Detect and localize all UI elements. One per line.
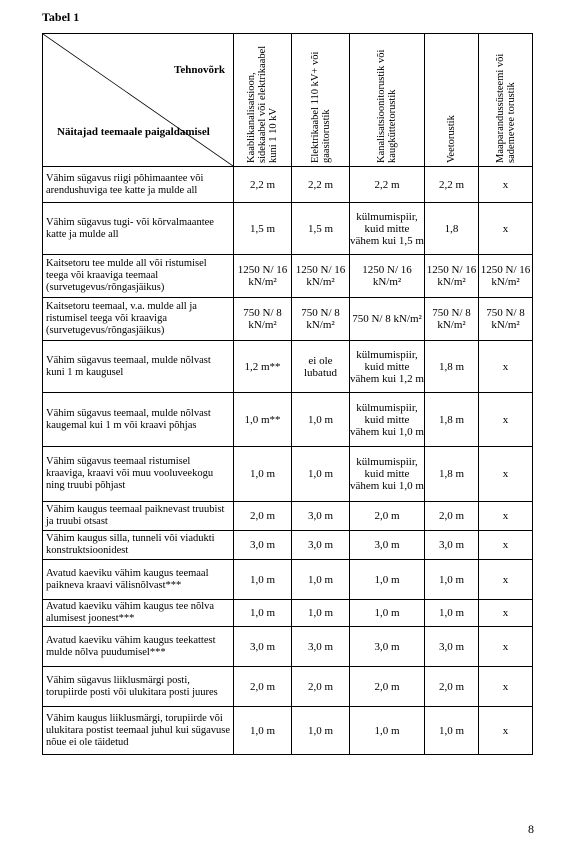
value-cell: 1,0 m <box>292 447 350 502</box>
value-cell: 1,0 m <box>425 560 479 600</box>
value-cell: 1,8 m <box>425 341 479 393</box>
value-cell: 3,0 m <box>350 627 425 667</box>
value-cell: x <box>479 341 533 393</box>
value-cell: 1,2 m** <box>234 341 292 393</box>
table-row <box>43 255 533 298</box>
value-cell: 2,0 m <box>425 667 479 707</box>
value-cell: x <box>479 502 533 531</box>
corner-header-cell <box>43 34 234 167</box>
value-cell: 1,0 m <box>292 560 350 600</box>
value-cell: 2,0 m <box>350 667 425 707</box>
column-header: Kanalisatsioonitorustik või kaugküttetorustik <box>350 34 425 167</box>
value-cell: külmumispiir, kuid mitte vähem kui 1,5 m <box>350 203 425 255</box>
table-row <box>43 627 533 667</box>
row-label: Avatud kaeviku vähim kaugus teekattest mulde nõlva puudumisel*** <box>43 627 234 667</box>
column-header: Elektrikaabel 110 kV+ või gaasitorustik <box>292 34 350 167</box>
page-number: 8 <box>528 822 534 836</box>
table-row <box>43 707 533 755</box>
table-row <box>43 167 533 203</box>
value-cell: 2,2 m <box>425 167 479 203</box>
value-cell: 1,8 m <box>425 447 479 502</box>
value-cell: 2,0 m <box>234 502 292 531</box>
value-cell: 2,2 m <box>234 167 292 203</box>
value-cell: 1,0 m <box>292 707 350 755</box>
table-row <box>43 341 533 393</box>
value-cell: 1,5 m <box>292 203 350 255</box>
row-label: Vähim kaugus silla, tunneli või viadukti konstruktsioonidest <box>43 531 234 560</box>
value-cell: 3,0 m <box>234 531 292 560</box>
table-row <box>43 298 533 341</box>
value-cell: 750 N/ 8 kN/m² <box>479 298 533 341</box>
value-cell: külmumispiir, kuid mitte vähem kui 1,0 m <box>350 393 425 447</box>
value-cell: 750 N/ 8 kN/m² <box>425 298 479 341</box>
table-row <box>43 447 533 502</box>
row-label: Kaitsetoru teemaal, v.a. mulde all ja ristumisel teega või kraaviga (survetugevus/rõngasjäikus) <box>43 298 234 341</box>
diagonal-line <box>43 34 233 166</box>
value-cell: 750 N/ 8 kN/m² <box>234 298 292 341</box>
column-header: Kaablikanalisatsioon, sidekaabel või elektrikaabel kuni 1 10 kV <box>234 34 292 167</box>
value-cell: x <box>479 447 533 502</box>
table-row <box>43 203 533 255</box>
value-cell: 3,0 m <box>292 531 350 560</box>
value-cell: x <box>479 707 533 755</box>
value-cell: 3,0 m <box>292 502 350 531</box>
value-cell: 1250 N/ 16 kN/m² <box>425 255 479 298</box>
table-row <box>43 393 533 447</box>
header-row <box>43 34 533 167</box>
value-cell: 1,0 m <box>234 447 292 502</box>
row-label: Avatud kaeviku vähim kaugus teemaal paikneva kraavi välisnõlvast*** <box>43 560 234 600</box>
value-cell: 1,0 m <box>234 560 292 600</box>
value-cell: x <box>479 627 533 667</box>
row-label: Vähim sügavus teemaal, mulde nõlvast kaugemal kui 1 m või kraavi põhjas <box>43 393 234 447</box>
value-cell: x <box>479 393 533 447</box>
value-cell: 1,0 m <box>234 600 292 627</box>
row-label: Vähim sügavus teemaal, mulde nõlvast kuni 1 m kaugusel <box>43 341 234 393</box>
value-cell: külmumispiir, kuid mitte vähem kui 1,0 m <box>350 447 425 502</box>
value-cell: 1250 N/ 16 kN/m² <box>292 255 350 298</box>
value-cell: 2,2 m <box>292 167 350 203</box>
table-row <box>43 531 533 560</box>
value-cell: 1,0 m <box>425 707 479 755</box>
value-cell: 750 N/ 8 kN/m² <box>292 298 350 341</box>
value-cell: x <box>479 560 533 600</box>
value-cell: 3,0 m <box>350 531 425 560</box>
row-label: Vähim kaugus teemaal paiknevast truubist ja truubi otsast <box>43 502 234 531</box>
value-cell: 2,0 m <box>234 667 292 707</box>
row-label: Vähim sügavus liiklusmärgi posti, torupiirde posti või ulukitara posti juures <box>43 667 234 707</box>
value-cell: x <box>479 203 533 255</box>
value-cell: 1,0 m <box>350 600 425 627</box>
value-cell: 2,2 m <box>350 167 425 203</box>
value-cell: 750 N/ 8 kN/m² <box>350 298 425 341</box>
value-cell: 2,0 m <box>292 667 350 707</box>
data-table <box>42 33 533 755</box>
value-cell: 1250 N/ 16 kN/m² <box>479 255 533 298</box>
table-row <box>43 560 533 600</box>
value-cell: 1,0 m <box>350 707 425 755</box>
value-cell: 1,8 <box>425 203 479 255</box>
value-cell: x <box>479 531 533 560</box>
value-cell: 1,0 m <box>292 393 350 447</box>
corner-bottom-label: Näitajad teemaale paigaldamisel <box>57 126 210 138</box>
table-title: Tabel 1 <box>42 10 80 24</box>
value-cell: 1,0 m <box>350 560 425 600</box>
value-cell: 1250 N/ 16 kN/m² <box>350 255 425 298</box>
value-cell: külmumispiir, kuid mitte vähem kui 1,2 m <box>350 341 425 393</box>
value-cell: 1,0 m <box>292 600 350 627</box>
value-cell: 3,0 m <box>425 627 479 667</box>
value-cell: x <box>479 600 533 627</box>
value-cell: 1250 N/ 16 kN/m² <box>234 255 292 298</box>
value-cell: 3,0 m <box>234 627 292 667</box>
value-cell: 3,0 m <box>425 531 479 560</box>
row-label: Vähim sügavus riigi põhimaantee või arendushuviga tee katte ja mulde all <box>43 167 234 203</box>
value-cell: 2,0 m <box>425 502 479 531</box>
row-label: Vähim sügavus tugi- või kõrvalmaantee katte ja mulde all <box>43 203 234 255</box>
value-cell: 1,0 m <box>425 600 479 627</box>
column-header: Maaparandussüsteemi või sademevee torustik <box>479 34 533 167</box>
table-row <box>43 667 533 707</box>
column-header: Veetorustik <box>425 34 479 167</box>
value-cell: 3,0 m <box>292 627 350 667</box>
row-label: Avatud kaeviku vähim kaugus tee nõlva alumisest joonest*** <box>43 600 234 627</box>
row-label: Vähim kaugus liiklusmärgi, torupiirde või ulukitara postist teemaal juhul kui sügavuse nõue ei ole täidetud <box>43 707 234 755</box>
row-label: Vähim sügavus teemaal ristumisel kraaviga, kraavi või muu vooluveekogu ning truubi põhjast <box>43 447 234 502</box>
table-row <box>43 600 533 627</box>
corner-top-label: Tehnovõrk <box>174 64 225 76</box>
value-cell: x <box>479 667 533 707</box>
value-cell: 1,8 m <box>425 393 479 447</box>
value-cell: 1,5 m <box>234 203 292 255</box>
value-cell: 2,0 m <box>350 502 425 531</box>
table-row <box>43 502 533 531</box>
row-label: Kaitsetoru tee mulde all või ristumisel teega või kraaviga teemaal (survetugevus/rõngasjäikus) <box>43 255 234 298</box>
value-cell: 1,0 m <box>234 707 292 755</box>
value-cell: 1,0 m** <box>234 393 292 447</box>
value-cell: ei ole lubatud <box>292 341 350 393</box>
value-cell: x <box>479 167 533 203</box>
